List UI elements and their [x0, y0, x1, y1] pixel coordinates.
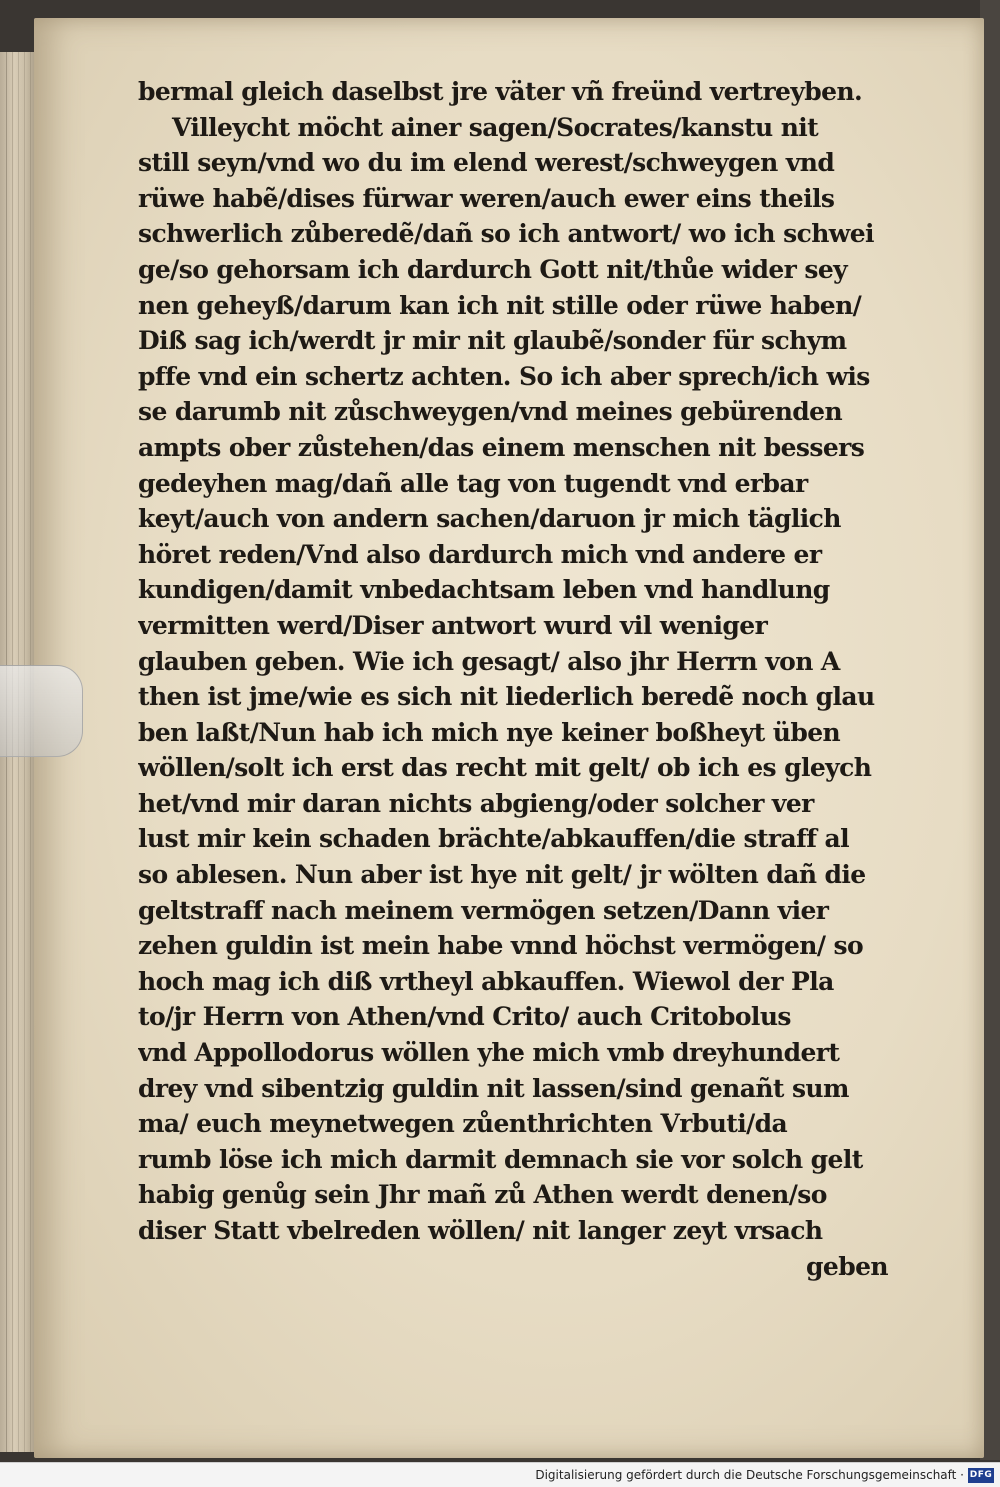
- text-line: hoch mag ich diß vrtheyl abkauffen. Wiewol der Pla: [138, 966, 834, 996]
- text-line: rumb löse ich mich darmit demnach sie vor solch gelt: [138, 1144, 863, 1174]
- text-line: lust mir kein schaden brächte/abkauffen/die straff al: [138, 824, 849, 854]
- text-line: geltstraff nach meinem vermögen setzen/Dann vier: [138, 895, 829, 925]
- text-line: het/vnd mir daran nichts abgieng/oder solcher ver: [138, 788, 814, 818]
- text-line: diser Statt vbelreden wöllen/ nit langer zeyt vrsach: [138, 1216, 823, 1245]
- text-line: schwerlich zůberedẽ/dañ so ich antwort/ wo ich schwei: [138, 219, 874, 249]
- text-line: se darumb nit zůschweygen/vnd meines gebürenden: [138, 397, 843, 427]
- text-line: kundigen/damit vnbedachtsam leben vnd handlung: [138, 575, 830, 605]
- text-line: keyt/auch von andern sachen/daruon jr mich täglich: [138, 504, 841, 534]
- text-line: zehen guldin ist mein habe vnnd höchst vermögen/ so: [138, 931, 864, 961]
- text-line: glauben geben. Wie ich gesagt/ also jhr Herrn von A: [138, 646, 840, 676]
- text-line: nen geheyß/darum kan ich nit stille oder rüwe haben/: [138, 290, 862, 320]
- footer-bar: [0, 1462, 1000, 1487]
- text-line: habig genůg sein Jhr mañ zů Athen werdt denen/so: [138, 1180, 827, 1210]
- text-line: drey vnd sibentzig guldin nit lassen/sind genañt sum: [138, 1073, 849, 1103]
- page-text: [138, 74, 908, 1284]
- text-line: wöllen/solt ich erst das recht mit gelt/ ob ich es gleych: [138, 753, 872, 783]
- page-clip: [0, 665, 83, 757]
- text-line: vnd Appollodorus wöllen yhe mich vmb dreyhundert: [138, 1038, 840, 1068]
- text-line: then ist jme/wie es sich nit liederlich beredẽ noch glau: [138, 682, 875, 712]
- text-line: bermal gleich daselbst jre väter vñ freünd vertreyben.: [138, 77, 863, 106]
- catchword: geben: [806, 1251, 888, 1281]
- text-line: Diß sag ich/werdt jr mir nit glaubẽ/sonder für schym: [138, 326, 847, 356]
- text-line: ge/so gehorsam ich dardurch Gott nit/thůe wider sey: [138, 254, 848, 284]
- text-line: ampts ober zůstehen/das einem menschen nit bessers: [138, 432, 865, 462]
- dfg-logo[interactable]: DFG: [968, 1468, 994, 1483]
- text-line: gedeyhen mag/dañ alle tag von tugendt vnd erbar: [138, 468, 808, 498]
- text-line: Villeycht möcht ainer sagen/Socrates/kanstu nit: [172, 112, 819, 142]
- text-line: pffe vnd ein schertz achten. So ich aber sprech/ich wis: [138, 361, 870, 391]
- text-line: ma/ euch meynetwegen zůenthrichten Vrbuti/da: [138, 1109, 788, 1139]
- text-line: ben laßt/Nun hab ich mich nye keiner boßheyt üben: [138, 717, 841, 747]
- text-line: rüwe habẽ/dises fürwar weren/auch ewer eins theils: [138, 183, 835, 213]
- text-line: still seyn/vnd wo du im elend werest/schweygen vnd: [138, 148, 835, 178]
- text-line: to/jr Herrn von Athen/vnd Crito/ auch Critobolus: [138, 1002, 791, 1032]
- footer-credit: Digitalisierung gefördert durch die Deutsche Forschungsgemeinschaft ·: [535, 1468, 964, 1482]
- text-line: höret reden/Vnd also dardurch mich vnd andere er: [138, 539, 822, 569]
- text-line: so ablesen. Nun aber ist hye nit gelt/ jr wölten dañ die: [138, 860, 866, 890]
- text-line: vermitten werd/Diser antwort wurd vil weniger: [138, 610, 768, 640]
